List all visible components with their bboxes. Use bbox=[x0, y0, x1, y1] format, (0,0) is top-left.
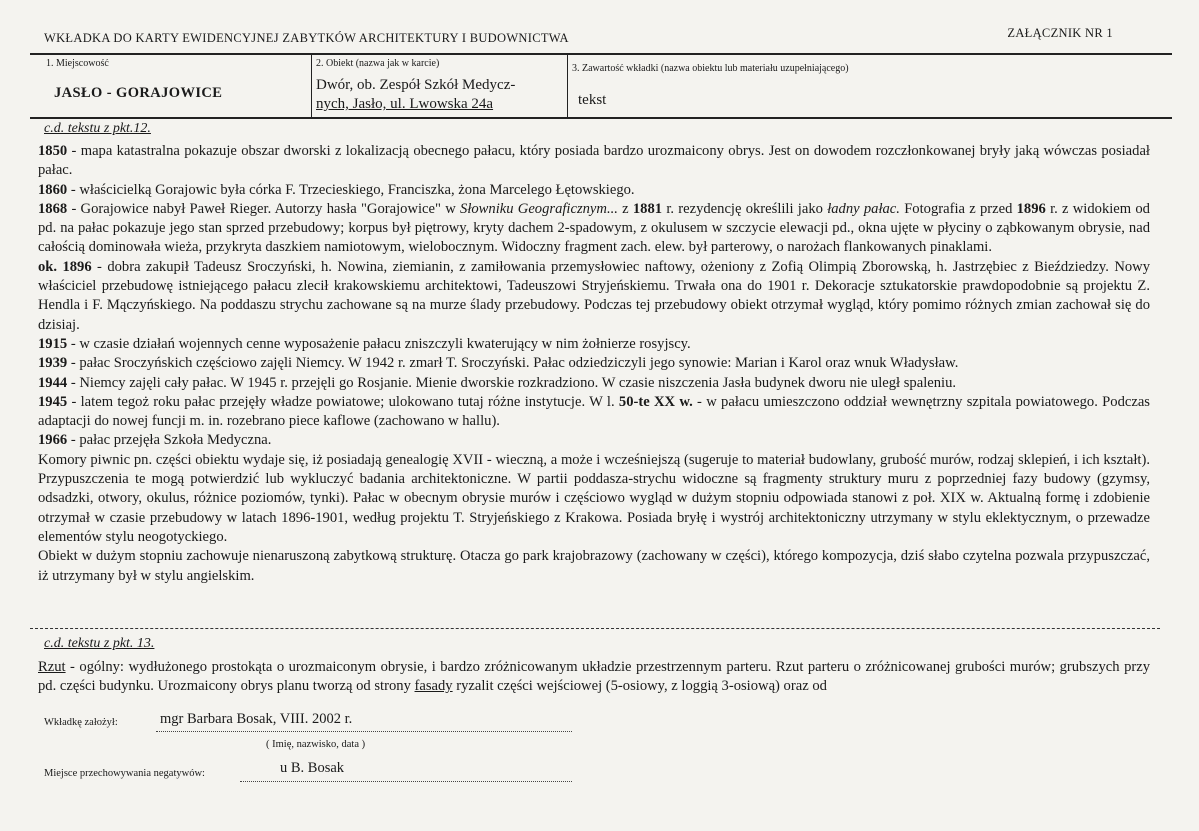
section-divider bbox=[30, 628, 1160, 629]
year-inline: 1896 bbox=[1016, 200, 1046, 217]
author-label: Wkładkę założył: bbox=[44, 717, 118, 728]
header-top-rule bbox=[30, 53, 1172, 55]
field2-value-line2: nych, Jasło, ul. Lwowska 24a bbox=[316, 96, 494, 112]
year-lead: 1944 bbox=[38, 374, 68, 391]
field2-value-line1: Dwór, ob. Zespół Szkół Medycz- bbox=[316, 77, 516, 93]
paragraph-1939 bbox=[38, 354, 1150, 373]
paragraph-1945 bbox=[38, 393, 1150, 432]
paragraph-summary: Obiekt w dużym stopniu zachowuje nienaruszoną zabytkową strukturę. Otacza go park krajobrazowy (zachowany w części), którego kompozycja, dziś słabo czytelna pozwala przypuszczać, iż utrzymany był w stylu angielskim. bbox=[38, 548, 1150, 584]
paragraph-text: - Niemcy zajęli cały pałac. W 1945 r. przejęli go Rosjanie. Mienie dworskie rozkradziono. W czasie niszczenia Jasła budynek dworu nie uległ spaleniu. bbox=[67, 374, 957, 391]
paragraph-text: - ogólny: wydłużonego prostokąta o urozmaiconym obrysie, i bardzo zróżnicowanym układzie przestrzennym parteru. Rzut parteru o zróżnicowanej grubości murów; grubszych przy pd. części budynku. Urozmaicony obrys planu tworzą od strony bbox=[38, 659, 1150, 695]
italic-citation: Słowniku Geograficznym... bbox=[460, 200, 618, 217]
section1-body bbox=[38, 142, 1150, 586]
year-lead: 1915 bbox=[38, 335, 68, 352]
storage-dotline bbox=[240, 781, 572, 782]
year-lead: 1939 bbox=[38, 355, 68, 372]
paragraph-text: - Gorajowice nabył Paweł Rieger. Autorzy hasła "Gorajowice" w bbox=[67, 200, 461, 217]
paragraph-1860 bbox=[38, 181, 1150, 200]
field2-value bbox=[316, 76, 515, 114]
attachment-number: ZAŁĄCZNIK NR 1 bbox=[1007, 26, 1113, 40]
author-value: mgr Barbara Bosak, VIII. 2002 r. bbox=[160, 711, 353, 727]
field3-value: tekst bbox=[578, 92, 607, 108]
paragraph-text: - w czasie działań wojennych cenne wyposażenie pałacu zniszczyli kwaterujący w nim żołnierze rosyjscy. bbox=[67, 335, 691, 352]
paragraph-text: - latem tegoż roku pałac przejęły władze powiatowe; ulokowano tutaj różne instytucje. W l. bbox=[67, 393, 619, 410]
header-separator-1 bbox=[311, 54, 312, 117]
author-hint: ( Imię, nazwisko, data ) bbox=[266, 739, 366, 750]
paragraph-cellars: Komory piwnic pn. części obiektu wydaje się, iż posiadają genealogię XVII - wieczną, a może i wcześniejszą (sugeruje to materiał budowlany, grubość murów, rodzaj sklepień, i ich kształt). Przypuszczenia te mogą potwierdzić lub wykluczyć badania architektoniczne. W partii poddasza-strychu widoczne są fragmenty struktury muru z poprzedniej fazy budowy (gzymsy, odsadzki, otwory, okulus, różnice poziomów, tynki). Pałac w obecnym obrysie murów i częściowo wygląd w dużym stopniu odpowiada stanowi z poł. XIX w. Aktualną formę i zdobienie otrzymał w czasie przebudowy w latach 1896-1901, według projektu T. Stryjeńskiego z Krakowa. Posiada bryłę i wystrój architektoniczny utrzymany w stylu eklektycznym, o przewadze elementów stylu neogotyckiego. bbox=[38, 451, 1150, 545]
paragraph-text: - właścicielką Gorajowic była córka F. Trzecieskiego, Franciszka, żona Marcelego Łętowskiego. bbox=[67, 181, 635, 198]
paragraph-text: r. z widokiem od pd. na pałac pokazuje jego stan sprzed przebudowy; korpus był piętrowy, kryty dachem 2-spadowym, z okulusem w szczycie elewacji pd., okna ujęte w płyciny o ząbkowanym obrysie, nad całością dominowała wieża, przykryta daszkiem namiotowym, wielobocznym. Widoczny fragment zach. elew. był parterowy, o narożach flankowanych pinaklami. bbox=[38, 200, 1150, 256]
year-lead: 1945 bbox=[38, 393, 68, 410]
paragraph-rzut bbox=[38, 658, 1150, 697]
paragraph-1944 bbox=[38, 374, 1150, 393]
italic-quote: ładny pałac. bbox=[827, 200, 900, 217]
paragraph-text: - dobra zakupił Tadeusz Sroczyński, h. Nowina, ziemianin, z zamiłowania przemysłowiec naftowy, ożeniony z Zofią Olimpią Zborowską, h. Jastrzębiec z Bieździedzy. Nowy właściciel przebudowę istniejącego pałacu zlecił krakowskiemu architektowi, Tadeuszowi Stryjeńskiemu. Trwała ona do 1901 r. Dekoracje sztukatorskie prawdopodobnie są projektu Z. Hendla i F. Mączyńskiego. Na poddaszu strychu zachowane są na murze ślady przebudowy. Podczas tej przebudowy obiekt otrzymał wygląd, który pomimo różnych zmian zachował się do dzisiaj. bbox=[38, 258, 1150, 333]
storage-label: Miejsce przechowywania negatywów: bbox=[44, 768, 205, 779]
term-lead: Rzut bbox=[38, 659, 66, 675]
section2-heading: c.d. tekstu z pkt. 13. bbox=[44, 636, 155, 651]
field2-label: 2. Obiekt (nazwa jak w karcie) bbox=[316, 58, 440, 69]
year-lead: 1850 bbox=[38, 143, 68, 159]
year-lead: 1966 bbox=[38, 432, 68, 449]
decade-inline: 50-te XX w. bbox=[618, 393, 693, 410]
year-inline: 1881 bbox=[632, 200, 663, 217]
paragraph-text: r. rezydencję określili jako bbox=[662, 200, 828, 217]
paragraph-text: - mapa katastralna pokazuje obszar dworski z lokalizacją obecnego pałacu, który posiada bardzo urozmaicony obrys. Jest on dowodem rozczłonkowanej bryły jaką wówczas posiadał pałac. bbox=[38, 143, 1150, 179]
paragraph-text: Fotografia z przed bbox=[899, 200, 1017, 217]
form-title: WKŁADKA DO KARTY EWIDENCYJNEJ ZABYTKÓW ARCHITEKTURY I BUDOWNICTWA bbox=[44, 31, 569, 45]
storage-value: u B. Bosak bbox=[280, 760, 345, 776]
paragraph-1868 bbox=[38, 200, 1150, 258]
field3-label: 3. Zawartość wkładki (nazwa obiektu lub materiału uzupełniającego) bbox=[572, 63, 849, 74]
section2-body bbox=[38, 658, 1150, 697]
header-bottom-rule bbox=[30, 117, 1172, 119]
field1-value: JASŁO - GORAJOWICE bbox=[54, 85, 223, 101]
paragraph-text: ryzalit części wejściowej (5-osiowy, z loggią 3-osiową) oraz od bbox=[452, 678, 827, 695]
section1-heading: c.d. tekstu z pkt.12. bbox=[44, 121, 151, 136]
paragraph-text: - pałac przejęła Szkoła Medyczna. bbox=[67, 432, 272, 449]
paragraph-text: - pałac Sroczyńskich częściowo zajęli Niemcy. W 1942 r. zmarł T. Sroczyński. Pałac odziedziczyli jego synowie: Marian i Karol oraz wnuk Władysław. bbox=[67, 355, 959, 372]
header-separator-2 bbox=[567, 54, 568, 117]
paragraph-text: - w pałacu umieszczono oddział wewnętrzny szpitala powiatowego. Podczas adaptacji do nowej funcji m. in. rozebrano piece kaflowe (zachowano w hallu). bbox=[38, 393, 1150, 430]
field1-label: 1. Miejscowość bbox=[46, 58, 109, 69]
underlined-term: fasady bbox=[414, 678, 453, 695]
paragraph-1850 bbox=[38, 142, 1150, 181]
year-lead: 1868 bbox=[38, 200, 68, 217]
paragraph-text: z bbox=[617, 200, 633, 217]
year-lead: ok. 1896 bbox=[38, 258, 92, 275]
paragraph-1966 bbox=[38, 431, 1150, 450]
author-dotline bbox=[156, 731, 572, 732]
paragraph-1915 bbox=[38, 335, 1150, 354]
year-lead: 1860 bbox=[38, 181, 68, 198]
paragraph-ok-1896 bbox=[38, 258, 1150, 335]
